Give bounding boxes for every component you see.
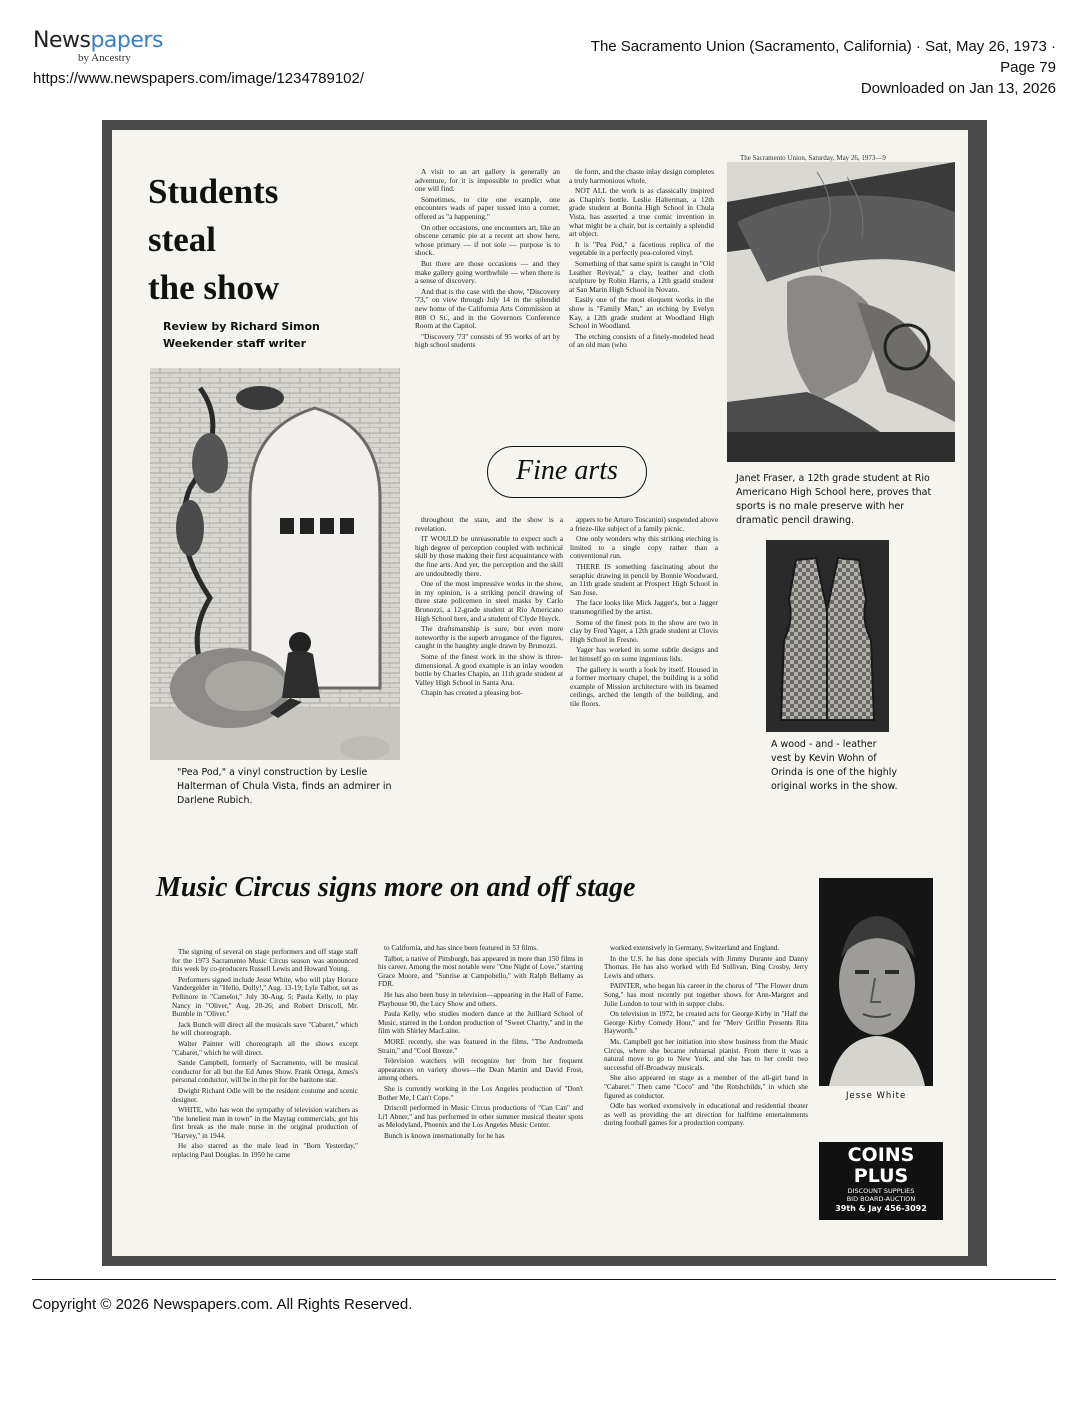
- vest-caption: A wood - and - leather vest by Kevin Wohn of Orinda is one of the highly original works in the show.: [771, 739, 898, 792]
- footer-divider: [32, 1279, 1056, 1280]
- download-date: Downloaded on Jan 13, 2026: [860, 80, 1056, 97]
- pencil-drawing-caption: Janet Fraser, a 12th grade student at Rio Americano High School here, proves that sports is no male preserve with her dramatic pencil drawing.: [736, 473, 932, 526]
- paragraph: But there are those occasions — and they make gallery going worthwhile — when there is a sense of discovery.: [415, 258, 560, 286]
- newspapers-logo[interactable]: [33, 28, 163, 53]
- paragraph: He has also been busy in television—appearing in the Hall of Fame, Playhouse 90, the Lucy Show and others.: [378, 990, 583, 1008]
- music-column-2: [378, 944, 583, 1228]
- paragraph: The etching consists of a finely-modeled head of an old man (who: [569, 331, 714, 350]
- paragraph: It is "Pea Pod," a facetious replica of the vegetable in a perfectly pea-colored vinyl.: [569, 239, 714, 258]
- pea-pod-photo: [150, 368, 400, 760]
- paragraph: PAINTER, who began his career in the chorus of "The Flower drum Song," has most recently put together shows for Ann-Margret and Julie London to tour with in supper clubs.: [604, 982, 808, 1008]
- article-column-1-bottom: [415, 516, 563, 806]
- paragraph: Some of the finest work in the show is three-dimensional. A good example is an inlay wooden bottle by Charles Chapin, an 11th grade student at Valley High School in Santa Ana.: [415, 651, 563, 687]
- music-column-1: [172, 948, 358, 1228]
- article-column-2-top: [569, 168, 714, 423]
- paragraph: She is currently working in the Los Angeles production of "Don't Bother Me, I Can't Cope.": [378, 1084, 583, 1102]
- paragraph: throughout the state, and the show is a revelation.: [415, 516, 563, 533]
- logo-subtitle: by Ancestry: [78, 52, 131, 64]
- paragraph: worked extensively in Germany, Switzerland and England.: [610, 944, 780, 952]
- paragraph: Chapin has created a pleasing bot-: [421, 688, 523, 698]
- logo-main-text: News: [33, 28, 91, 53]
- paragraph: "Discovery '73" consists of 95 works of art by high school students: [415, 331, 560, 350]
- ad-line-coins: COINS: [847, 1144, 915, 1166]
- paragraph: MORE recently, she was featured in the films, "The Andromeda Strain," and "Cool Breeze.": [378, 1037, 583, 1055]
- paragraph: One of the most impressive works in the show, in my opinion, is a striking pencil drawing of three state policemen in steel masks by Carlo Brunozzi, a 12-grade student at Rio Americano High School here, and a student of Clyde Huyck.: [415, 579, 563, 623]
- paragraph: Some of the finest pots in the show are two in clay by Fred Yager, a 12th grade student at Clovis High School in Fresno.: [570, 617, 718, 644]
- paragraph: to California, and has since been featured in 53 films.: [384, 944, 538, 952]
- paragraph: Ms. Campbell got her initiation into show business from the Music Circus, where she became rehearsal pianist. From there it was a natural move to go to New York, and she has to her credit two successful off-Broadway musicals.: [604, 1037, 808, 1072]
- paragraph: He also starred as the male lead in "Born Yesterday," replacing Paul Douglas. In 1950 he came: [172, 1142, 358, 1160]
- paragraph: The signing of several on stage performers and off stage staff for the 1973 Sacramento Music Circus season was announced this week by co-producers Russell Lewis and Howard Young.: [172, 948, 358, 974]
- paragraph: Performers signed include Jesse White, who will play Horace Vandergelder in "Hello, Dolly!," Aug. 13-19; Lyle Talbot, set as Pellinore in "Camelot," July 30-Aug. 5; Paula Kelly, to play Nancy in "Oliver," Aug. 20-26; and Robert Driscoll, Mr. Bumble in "Oliver.": [172, 975, 358, 1019]
- paragraph: And that is the case with the show, "Discovery '73," on view through July 14 in the splendid new home of the California Arts Commission at 808 O St., and in the Governors Conference Room at the Capitol.: [415, 286, 560, 331]
- ad-line-auction: BID BOARD-AUCTION: [846, 1195, 916, 1203]
- page-url[interactable]: https://www.newspapers.com/image/1234789102/: [33, 70, 365, 87]
- paragraph: She also appeared on stage as a member of the all-girl band in "Cabaret." Then came "Coco" and "the Rotshchilds," in which she figured as conductor.: [604, 1074, 808, 1100]
- paragraph: Easily one of the most eloquent works in the show is "Family Man," an etching by Evelyn Kay, a 12th grade student at Woodland High School in Woodland.: [569, 295, 714, 331]
- page-folio: The Sacramento Union, Saturday, May 26, 1973—9: [740, 154, 886, 162]
- jesse-white-caption: Jesse White: [846, 1091, 907, 1101]
- paragraph: Sometimes, to cite one example, one encounters wads of paper tossed into a corner, offered as "a happening.": [415, 194, 560, 221]
- coins-plus-ad: [819, 1142, 943, 1220]
- paragraph: Driscoll performed in Music Circus productions of "Can Can" and Li'l Abner," and has performed in other summer musical theater spots as Melodyland, Phoenix and the Los Angeles Music Center.: [378, 1104, 583, 1130]
- pea-pod-caption: "Pea Pod," a vinyl construction by Leslie Halterman of Chula Vista, finds an admirer in Darlene Rubich.: [177, 767, 392, 806]
- paragraph: Walter Painter will choreograph all the shows except "Cabaret," which he will direct.: [172, 1039, 358, 1057]
- paragraph: Paula Kelly, who studies modern dance at the Juilliard School of Music, starred in the London production of "Sweet Charity," and in the film with Shirley MacLaine.: [378, 1010, 583, 1036]
- paragraph: One only wonders why this striking eteching is limited to a single copy rather than a conventional run.: [570, 534, 718, 561]
- paragraph: tle form, and the chaste inlay design completes a truly harmonious whole.: [569, 168, 714, 185]
- byline-role: Weekender staff writer: [163, 337, 307, 350]
- vest-photo: [766, 540, 889, 732]
- paragraph: Jack Bunch will direct all the musicals save "Cabaret," which he will choreograph.: [172, 1020, 358, 1038]
- copyright-notice: Copyright © 2026 Newspapers.com. All Rights Reserved.: [32, 1296, 413, 1313]
- paragraph: Odle has worked extensively in educational and residential theater as well as providing the art direction for halftime entertainments during football games for a production company.: [604, 1102, 808, 1128]
- paragraph: In the U.S. he has done specials with Jimmy Durante and Danny Thomas. He has also worked with Ed Sullivan, Bing Crosby, Jerry Lewis and others.: [604, 954, 808, 980]
- ad-line-address: 39th & Jay 456-3092: [835, 1204, 927, 1213]
- source-info: [496, 36, 1056, 99]
- headline-line-2: steal: [148, 220, 217, 259]
- paragraph: Bunch is known internationally for he has: [384, 1131, 505, 1140]
- paragraph: appers to be Arturo Toscanini) suspended above a frieze-like subject of a family picnic.: [570, 516, 718, 533]
- ad-line-discount: DISCOUNT SUPPLIES: [847, 1187, 915, 1195]
- jesse-white-photo: [819, 878, 933, 1086]
- paragraph: The draftsmanship is sure, but even more noteworthy is the superb arrogance of the figures, caught in the haughty angle drawn by Brunozzi.: [415, 624, 563, 651]
- paragraph: A visit to an art gallery is generally an adventure, for it is impossible to predict what one will find.: [415, 168, 560, 194]
- logo-accent-text: papers: [90, 28, 163, 53]
- paragraph: The gallery is worth a look by itself. Housed in a former mortuary chapel, the building is a solid example of Mission architecture with its beamed ceilings, arched the length of the building, and tile floors.: [570, 664, 718, 708]
- source-line: The Sacramento Union (Sacramento, California) · Sat, May 26, 1973 ·: [590, 38, 1056, 55]
- paragraph: Talbot, a native of Pittsburgh, has appeared in more than 150 films in his career. Among the most notable were "One Night of Love," starring Grace Moore, and "Sunrise at Campobello," with Ralph Bellamy as FDR.: [378, 954, 583, 989]
- paragraph: Something of that same spirit is caught in "Old Leather Revival," a clay, leather and cloth sculpture by Robin Harris, a 12th gradd student at San Marin High School in Novato.: [569, 258, 714, 294]
- paragraph: WHITE, who has won the sympathy of television watchers as "the loneliest man in town" in the Maytag commercials, got his first break as the male nurse in the original production of "Harvey," in 1944.: [172, 1106, 358, 1140]
- paragraph: The face looks like Mick Jagger's, but a Jagger transmogrified by the artist.: [570, 598, 718, 616]
- paragraph: IT WOULD be unreasonable to expect such a high degree of perception coupled with technical skill by those making their first acquaintance with the fine arts. And yet, the perception and the skill are undoubtedly there.: [415, 534, 563, 578]
- byline: [163, 318, 320, 352]
- paragraph: NOT ALL the work is as classically inspired as Chapin's bottle. Leslie Halterman, a 12th grade student at Bonita High School in Chula Vista, has asserted a true comic invention in what might be a chair, but is certainly a splendid art object.: [569, 186, 714, 239]
- headline-line-1: Students: [148, 172, 279, 211]
- paragraph: Sande Campbell, formerly of Sacramento, will be musical conductor for all but the Ed Ames Show. Frank Ortega, Ames's personal conductor, will be in the pit for the baritone star.: [172, 1059, 358, 1085]
- music-column-3: [604, 944, 808, 1228]
- pencil-drawing-photo: [727, 162, 955, 462]
- ad-line-plus: PLUS: [853, 1165, 909, 1187]
- headline-line-3: the show: [148, 268, 280, 307]
- article-headline: [148, 168, 368, 312]
- page-number: Page 79: [1000, 59, 1056, 76]
- music-circus-headline: Music Circus signs more on and off stage: [156, 872, 636, 903]
- paragraph: Yager has worked in some subtle designs and let himself go on some ingenious lids.: [570, 645, 718, 663]
- article-column-2-bottom: [570, 516, 718, 806]
- paragraph: On other occasions, one encounters art, like an obscene ceramic pie at a recent art show here, whose primary — if not sole — purpose is to shock.: [415, 222, 560, 258]
- paragraph: On television in 1972, he created acts for George Kirby in "Half the George Kirby Comedy Hour," and for "Merv Griffin Presents Rita Hayworth.": [604, 1010, 808, 1036]
- paragraph: THERE IS something fascinating about the seraphic drawing in pencil by Bonnie Woodward, an 11th grade student at Prospect High School in San Jose.: [570, 561, 718, 597]
- article-column-1-top: [415, 168, 560, 423]
- byline-author: Review by Richard Simon: [163, 320, 320, 333]
- section-label-fine-arts: Fine arts: [487, 446, 647, 498]
- paragraph: Television watchers will recognize her from her frequent appearances on variety shows—the Dean Martin and David Frost, among others.: [378, 1057, 583, 1083]
- paragraph: Dwight Richard Odle will be the resident costume and scenic designer.: [172, 1086, 358, 1104]
